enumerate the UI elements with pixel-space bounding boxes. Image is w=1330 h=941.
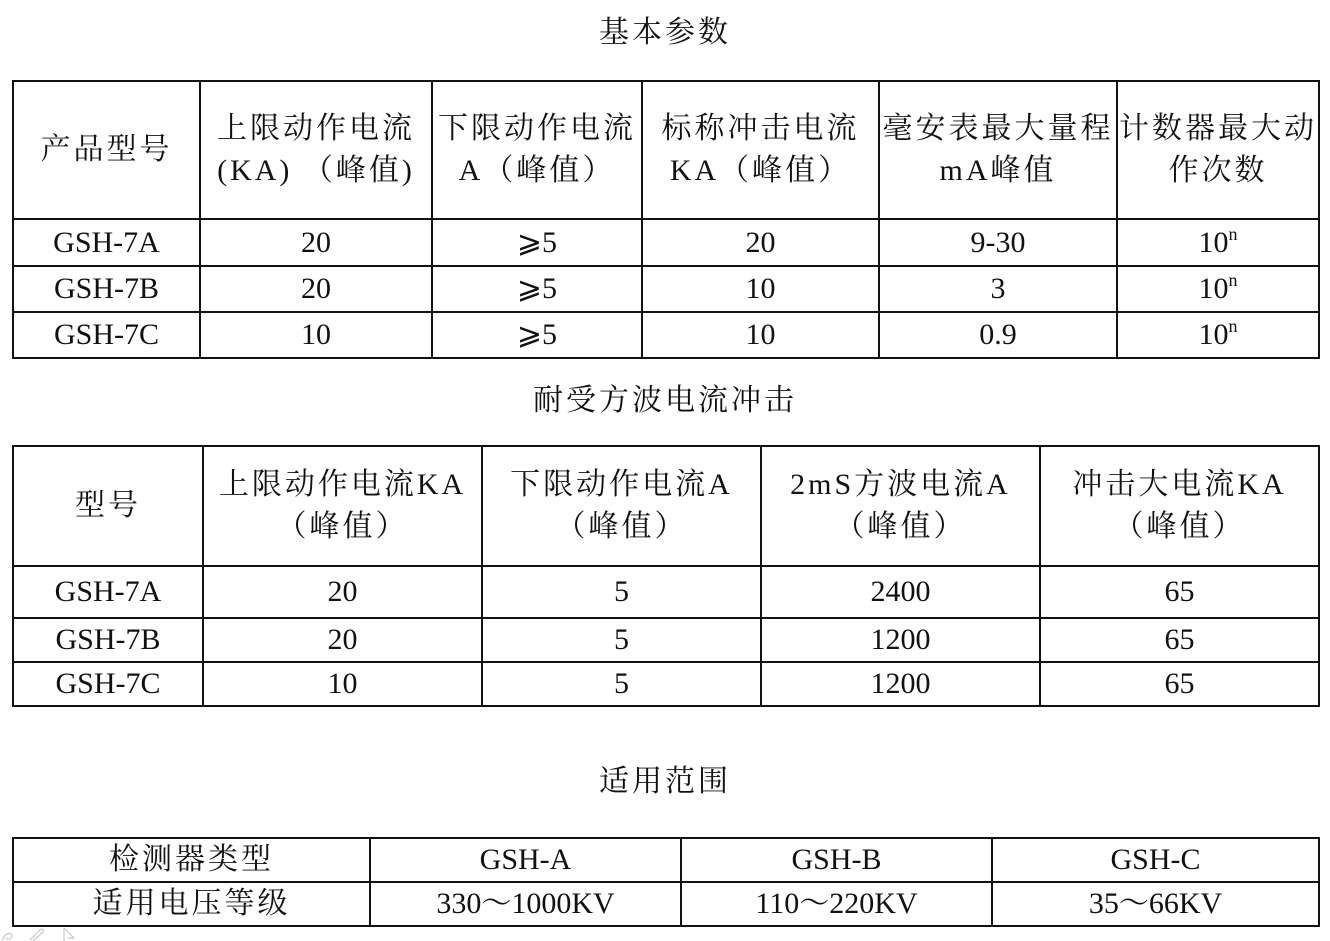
header-label: 标称冲击电流KA（峰值） <box>661 112 860 187</box>
cell-detector-type-a: GSH-A <box>370 838 681 882</box>
header-upper-current <box>203 446 482 566</box>
cell-detector-type-b: GSH-B <box>681 838 992 882</box>
header-model <box>13 81 200 219</box>
table-row <box>13 266 1319 312</box>
square-wave-withstand-table <box>12 445 1320 707</box>
cell-lower: ⩾5 <box>432 312 642 358</box>
cell-voltage-level-b: 110～220KV <box>681 882 992 926</box>
header-label: 计数器最大动作次数 <box>1119 112 1317 187</box>
table-row <box>13 566 1319 618</box>
cell-voltage-level-label: 适用电压等级 <box>13 882 370 926</box>
basic-parameters-title: 基本参数 <box>599 16 731 49</box>
header-lower-current <box>482 446 761 566</box>
header-label: 2mS方波电流A（峰值） <box>790 468 1011 543</box>
header-label: 上限动作电流(KA) （峰值) <box>217 112 415 187</box>
table-header-row <box>13 81 1319 219</box>
cell-detector-type-c: GSH-C <box>992 838 1319 882</box>
header-label: 下限动作电流A（峰值） <box>438 112 636 187</box>
counter-exponent: n <box>1228 223 1238 244</box>
edit-cursor-icon <box>0 924 80 941</box>
cell-impulse: 65 <box>1040 662 1319 706</box>
cell-nominal: 20 <box>642 219 879 266</box>
cell-upper: 10 <box>203 662 482 706</box>
cell-voltage-level-a: 330～1000KV <box>370 882 681 926</box>
cell-upper: 20 <box>203 566 482 618</box>
header-milliammeter-range <box>879 81 1117 219</box>
cell-model: GSH-7C <box>13 312 200 358</box>
cell-upper: 10 <box>200 312 432 358</box>
header-label: 型号 <box>75 489 141 522</box>
header-square-wave-current <box>761 446 1040 566</box>
cell-ma-range: 3 <box>879 266 1117 312</box>
table-row-detector-type <box>13 838 1319 882</box>
header-counter-max <box>1117 81 1319 219</box>
cell-square-wave: 1200 <box>761 662 1040 706</box>
header-nominal-impulse <box>642 81 879 219</box>
table-row <box>13 219 1319 266</box>
square-wave-withstand-title: 耐受方波电流冲击 <box>533 384 797 417</box>
cell-model: GSH-7C <box>13 662 203 706</box>
header-label: 毫安表最大量程mA峰值 <box>882 112 1114 187</box>
cell-upper: 20 <box>200 266 432 312</box>
counter-base: 10 <box>1198 225 1229 259</box>
cell-ma-range: 9-30 <box>879 219 1117 266</box>
table-row <box>13 312 1319 358</box>
basic-parameters-table <box>12 80 1320 359</box>
counter-exponent: n <box>1228 270 1238 290</box>
header-upper-current <box>200 81 432 219</box>
cell-upper: 20 <box>203 618 482 662</box>
cell-lower: 5 <box>482 662 761 706</box>
cell-upper: 20 <box>200 219 432 266</box>
cell-model: GSH-7B <box>13 266 200 312</box>
table-row-voltage-level <box>13 882 1319 926</box>
cell-nominal: 10 <box>642 312 879 358</box>
header-label: 冲击大电流KA（峰值） <box>1072 468 1287 543</box>
cell-voltage-level-c: 35～66KV <box>992 882 1319 926</box>
cell-model: GSH-7A <box>13 566 203 618</box>
counter-base: 10 <box>1198 318 1229 351</box>
cell-counter <box>1117 219 1319 266</box>
cell-lower: 5 <box>482 566 761 618</box>
counter-base: 10 <box>1198 272 1229 305</box>
table-header-row <box>13 446 1319 566</box>
header-impulse-current <box>1040 446 1319 566</box>
table-row <box>13 618 1319 662</box>
cell-impulse: 65 <box>1040 618 1319 662</box>
cell-square-wave: 2400 <box>761 566 1040 618</box>
cell-ma-range: 0.9 <box>879 312 1117 358</box>
cell-counter <box>1117 266 1319 312</box>
cell-lower: 5 <box>482 618 761 662</box>
cell-impulse: 65 <box>1040 566 1319 618</box>
cell-lower: ⩾5 <box>432 266 642 312</box>
header-label: 产品型号 <box>40 133 173 166</box>
header-model <box>13 446 203 566</box>
header-lower-current <box>432 81 642 219</box>
cell-square-wave: 1200 <box>761 618 1040 662</box>
cell-nominal: 10 <box>642 266 879 312</box>
header-label: 下限动作电流A（峰值） <box>510 468 733 543</box>
application-range-title: 适用范围 <box>599 765 731 798</box>
table-row <box>13 662 1319 706</box>
cell-counter <box>1117 312 1319 358</box>
application-range-table <box>12 837 1320 927</box>
cell-lower: ⩾5 <box>432 219 642 266</box>
cell-detector-type-label: 检测器类型 <box>13 838 370 882</box>
cell-model: GSH-7B <box>13 618 203 662</box>
counter-exponent: n <box>1228 316 1238 336</box>
cell-model: GSH-7A <box>13 219 200 266</box>
header-label: 上限动作电流KA（峰值） <box>218 468 467 543</box>
